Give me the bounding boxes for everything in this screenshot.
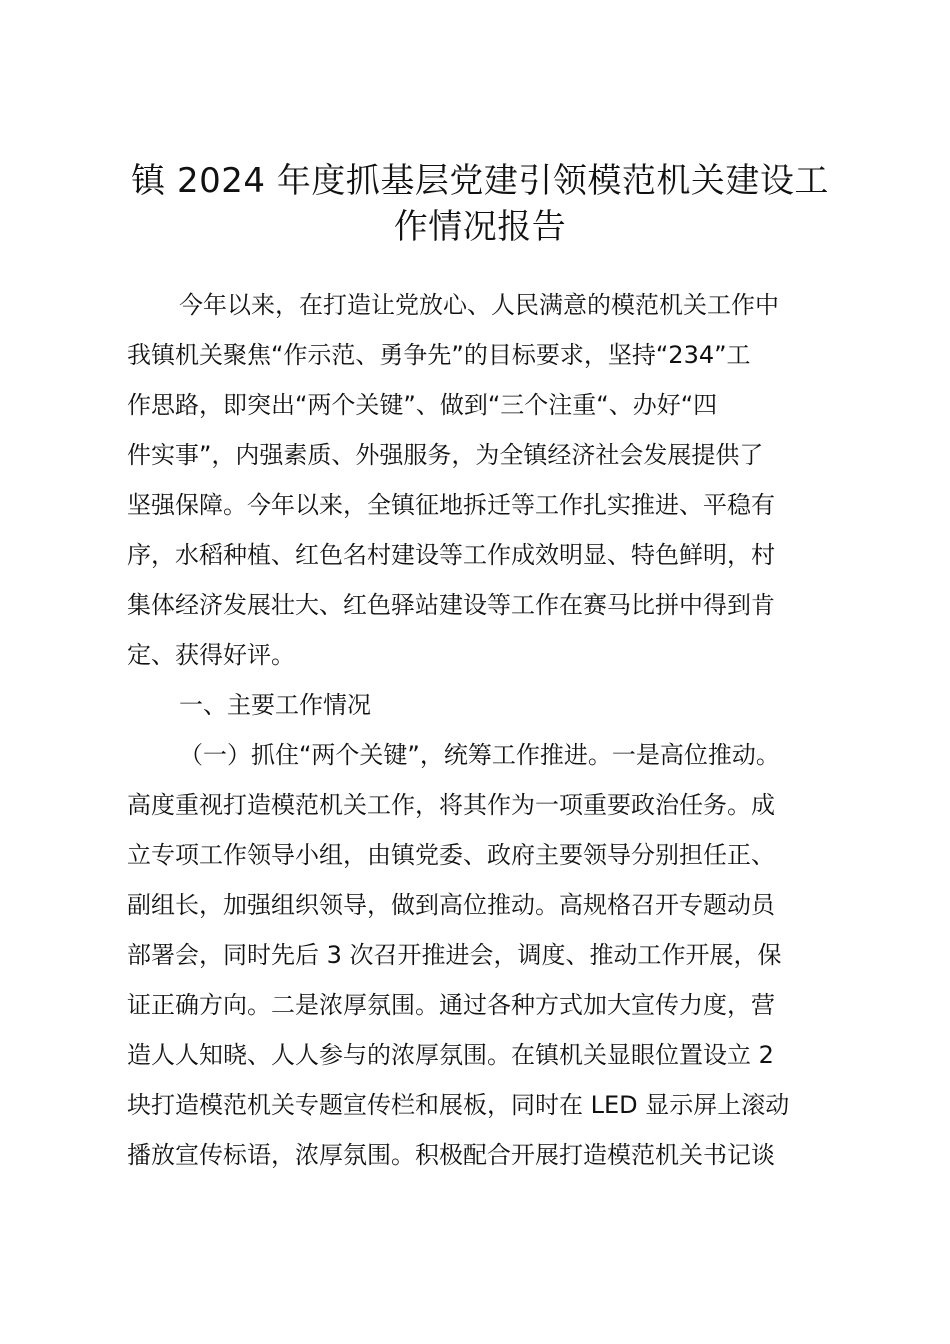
paragraph-line: 集体经济发展壮大、红色驿站建设等工作在赛马比拼中得到肯 (127, 591, 775, 619)
paragraph-line: 坚强保障。今年以来，全镇征地拆迁等工作扎实推进、平稳有 (127, 491, 775, 519)
paragraph-line: 件实事”，内强素质、外强服务，为全镇经济社会发展提供了 (127, 441, 764, 469)
paragraph-line: 造人人知晓、人人参与的浓厚氛围。在镇机关显眼位置设立 2 (127, 1041, 774, 1069)
paragraph-line: 部署会，同时先后 3 次召开推进会，调度、推动工作开展，保 (127, 941, 782, 969)
paragraph-line: 作思路，即突出“两个关键”、做到“三个注重“、办好“四 (127, 391, 718, 419)
paragraph-line: 序，水稻种植、红色名村建设等工作成效明显、特色鲜明，村 (127, 541, 775, 569)
title-line-2: 作情况报告 (393, 207, 567, 247)
paragraph-line: 高度重视打造模范机关工作，将其作为一项重要政治任务。成 (127, 791, 775, 819)
paragraph-line: 块打造模范机关专题宣传栏和展板，同时在 LED 显示屏上滚动 (127, 1091, 790, 1119)
paragraph-line: （一）抓住“两个关键”，统筹工作推进。一是高位推动。 (179, 741, 780, 769)
paragraph-line: 播放宣传标语，浓厚氛围。积极配合开展打造模范机关书记谈 (127, 1141, 775, 1169)
paragraph-line: 证正确方向。二是浓厚氛围。通过各种方式加大宣传力度，营 (127, 991, 775, 1019)
paragraph-line: 立专项工作领导小组，由镇党委、政府主要领导分别担任正、 (127, 841, 775, 869)
paragraph-line: 副组长，加强组织领导，做到高位推动。高规格召开专题动员 (127, 891, 775, 919)
title-line-1: 镇 2024 年度抓基层党建引领模范机关建设工 (131, 161, 829, 201)
paragraph-line: 定、获得好评。 (127, 641, 295, 669)
paragraph-line: 我镇机关聚焦“作示范、勇争先”的目标要求，坚持“234”工 (127, 341, 751, 369)
document-title (120, 158, 840, 250)
section-heading: 一、主要工作情况 (179, 691, 371, 719)
document-body (127, 280, 835, 1180)
paragraph-line: 今年以来，在打造让党放心、人民满意的模范机关工作中 (179, 291, 779, 319)
